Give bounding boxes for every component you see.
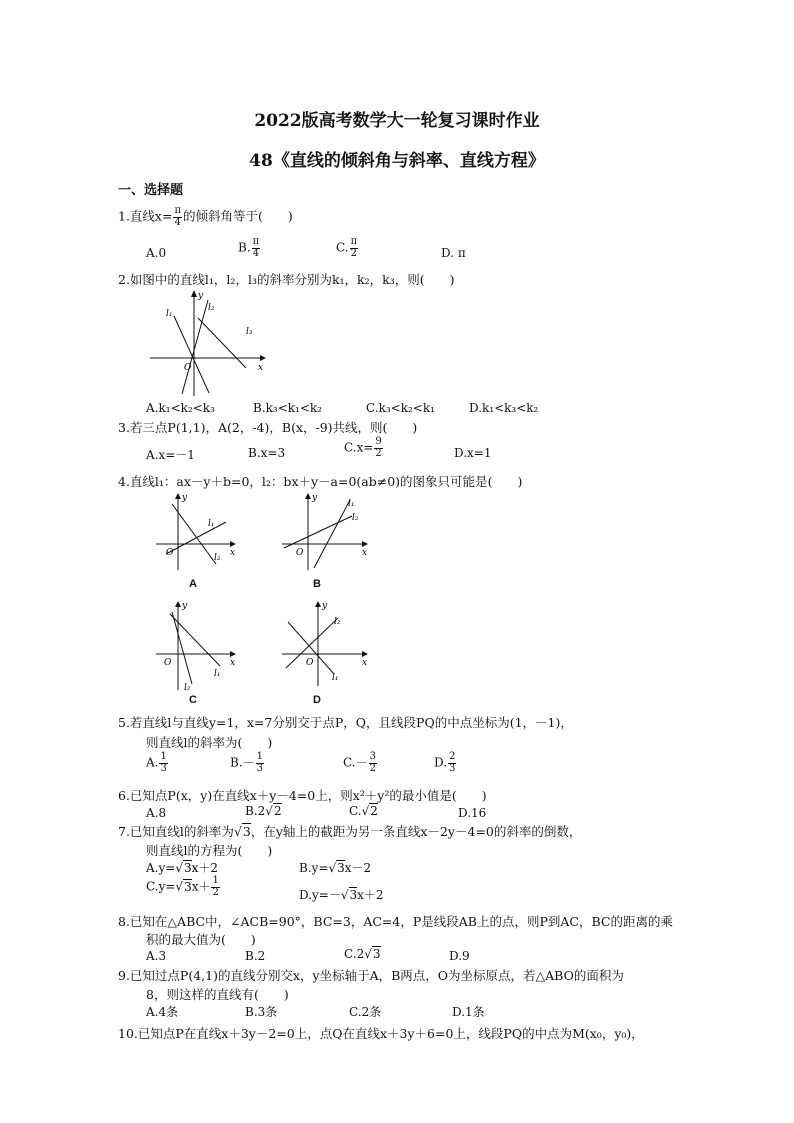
q6-option-c: C.√2 — [349, 804, 378, 818]
q7-option-b: B.y=√3x－2 — [299, 861, 372, 875]
q2-l3-label: l₃ — [246, 327, 253, 337]
q10-stem: 10.已知点P在直线x＋3y－2=0上，点Q在直线x＋3y＋6=0上，线段PQ的中点为M(x₀，y₀)， — [118, 1026, 644, 1041]
q2-option-d: D.k₁<k₃<k₂ — [469, 401, 539, 415]
doc-subtitle: 48《直线的倾斜角与斜率、直线方程》 — [249, 151, 545, 171]
q4-graph-d — [278, 600, 370, 688]
q2-graph — [146, 288, 266, 400]
q2-x-label: x — [258, 363, 264, 373]
q1-option-b: B. $\frac{\pi}{4}$ — [238, 236, 260, 259]
q2-option-a: A.k₁<k₂<k₃ — [146, 401, 215, 415]
q5-stem-line2: 则直线l的斜率为( ) — [146, 735, 273, 750]
q5-option-d: D. $\frac{2}{3}$ — [434, 751, 456, 774]
q9-stem-line2: 8，则这样的直线有( ) — [146, 987, 289, 1002]
q9-option-a: A.4条 — [146, 1005, 179, 1019]
q1-option-a: A.0 — [146, 246, 167, 260]
q4c-l1-label: l₁ — [214, 669, 221, 679]
q2-l1-label: l₁ — [166, 309, 173, 319]
q2-y-label: y — [198, 291, 204, 301]
q1-stem: 1.直线x= $\frac{\pi}{4}$ 的倾斜角等于( ) — [118, 205, 293, 228]
q4a-l1-label: l₁ — [208, 519, 215, 529]
q3-option-d: D.x=1 — [454, 446, 492, 460]
q6-option-b: B.2√2 — [245, 804, 282, 818]
q4d-x-label: x — [362, 658, 368, 668]
q4a-l2-label: l₂ — [214, 553, 221, 563]
section-heading: 一、选择题 — [118, 183, 184, 198]
q5-option-a: A. $\frac{1}{3}$ — [146, 751, 167, 774]
q6-option-a: A.8 — [146, 806, 167, 820]
q9-stem-line1: 9.已知过点P(4,1)的直线分别交x，y坐标轴于A，B两点，O为坐标原点，若△ABO的面积为 — [118, 968, 624, 983]
q8-option-d: D.9 — [449, 949, 470, 963]
q4-graph-b — [278, 492, 370, 572]
q4a-origin-label: O — [166, 548, 174, 558]
q5-option-b: B.－ $\frac{1}{3}$ — [230, 751, 264, 774]
q2-option-b: B.k₃<k₁<k₂ — [253, 401, 322, 415]
q8-stem-line2: 积的最大值为( ) — [146, 932, 256, 947]
q9-option-c: C.2条 — [349, 1005, 382, 1019]
q4-graph-a — [152, 492, 238, 572]
q7-option-c: C.y=√3x＋ $\frac{1}{2}$ — [146, 875, 219, 898]
q9-option-b: B.3条 — [245, 1005, 278, 1019]
q4b-x-label: x — [362, 548, 368, 558]
q6-option-d: D.16 — [458, 806, 487, 820]
q4d-origin-label: O — [306, 658, 314, 668]
q4-graph-a-label: A — [189, 578, 197, 590]
q4d-l2-label: l₂ — [334, 617, 341, 627]
q4-stem: 4.直线l₁：ax－y＋b=0，l₂：bx＋y－a=0(ab≠0)的图象只可能是( ) — [118, 474, 523, 489]
q8-stem-line1: 8.已知在△ABC中，∠ACB=90°，BC=3，AC=4，P是线段AB上的点，则P到AC，BC的距离的乘 — [118, 914, 673, 929]
q6-stem: 6.已知点P(x，y)在直线x＋y－4=0上，则x²＋y²的最小值是( ) — [118, 788, 487, 803]
q4d-y-label: y — [322, 601, 328, 611]
q4c-y-label: y — [182, 601, 188, 611]
q1-option-c: C. $\frac{\pi}{2}$ — [336, 236, 358, 259]
doc-title: 2022版高考数学大一轮复习课时作业 — [254, 111, 540, 131]
q8-option-c: C.2√3 — [344, 947, 381, 961]
q3-stem: 3.若三点P(1,1)，A(2，-4)，B(x，-9)共线，则( ) — [118, 420, 418, 435]
q5-stem-line1: 5.若直线l与直线y=1，x=7分别交于点P，Q，且线段PQ的中点坐标为(1，－1)， — [118, 715, 573, 730]
q4c-l2-label: l₂ — [184, 683, 191, 692]
q1-option-d: D. π — [441, 246, 466, 260]
q4-graph-d-label: D — [313, 694, 321, 706]
q4b-l1-label: l₁ — [348, 499, 355, 509]
q7-option-d: D.y=－√3x＋2 — [299, 888, 384, 902]
q3-option-c: C.x= $\frac{9}{2}$ — [344, 436, 382, 459]
q4d-l1-label: l₁ — [332, 673, 339, 683]
q2-origin-label: O — [184, 363, 192, 373]
q3-option-b: B.x=3 — [248, 446, 286, 460]
q4a-y-label: y — [182, 493, 188, 503]
q7-option-a: A.y=√3x＋2 — [146, 861, 219, 875]
q2-l2-label: l₂ — [208, 303, 215, 313]
q4-graph-b-label: B — [313, 578, 321, 590]
q4c-origin-label: O — [164, 658, 172, 668]
q4b-origin-label: O — [296, 548, 304, 558]
q2-option-c: C.k₃<k₂<k₁ — [366, 401, 435, 415]
q8-option-a: A.3 — [146, 949, 167, 963]
q4c-x-label: x — [230, 658, 236, 668]
q4b-l2-label: l₂ — [352, 513, 359, 523]
q4-graph-c-label: C — [189, 694, 197, 706]
q7-stem-line2: 则直线l的方程为( ) — [146, 843, 273, 858]
q5-option-c: C.－ $\frac{3}{2}$ — [343, 751, 376, 774]
q4a-x-label: x — [230, 548, 236, 558]
q4-graph-c — [152, 600, 238, 692]
q7-stem-line1: 7.已知直线l的斜率为√3，在y轴上的截距为另一条直线x－2y－4=0的斜率的倒数， — [118, 824, 582, 839]
q3-option-a: A.x=－1 — [146, 448, 195, 462]
q9-option-d: D.1条 — [452, 1005, 485, 1019]
q2-stem: 2.如图中的直线l₁，l₂，l₃的斜率分别为k₁，k₂，k₃，则( ) — [118, 272, 455, 287]
q8-option-b: B.2 — [245, 949, 266, 963]
q4b-y-label: y — [312, 493, 318, 503]
